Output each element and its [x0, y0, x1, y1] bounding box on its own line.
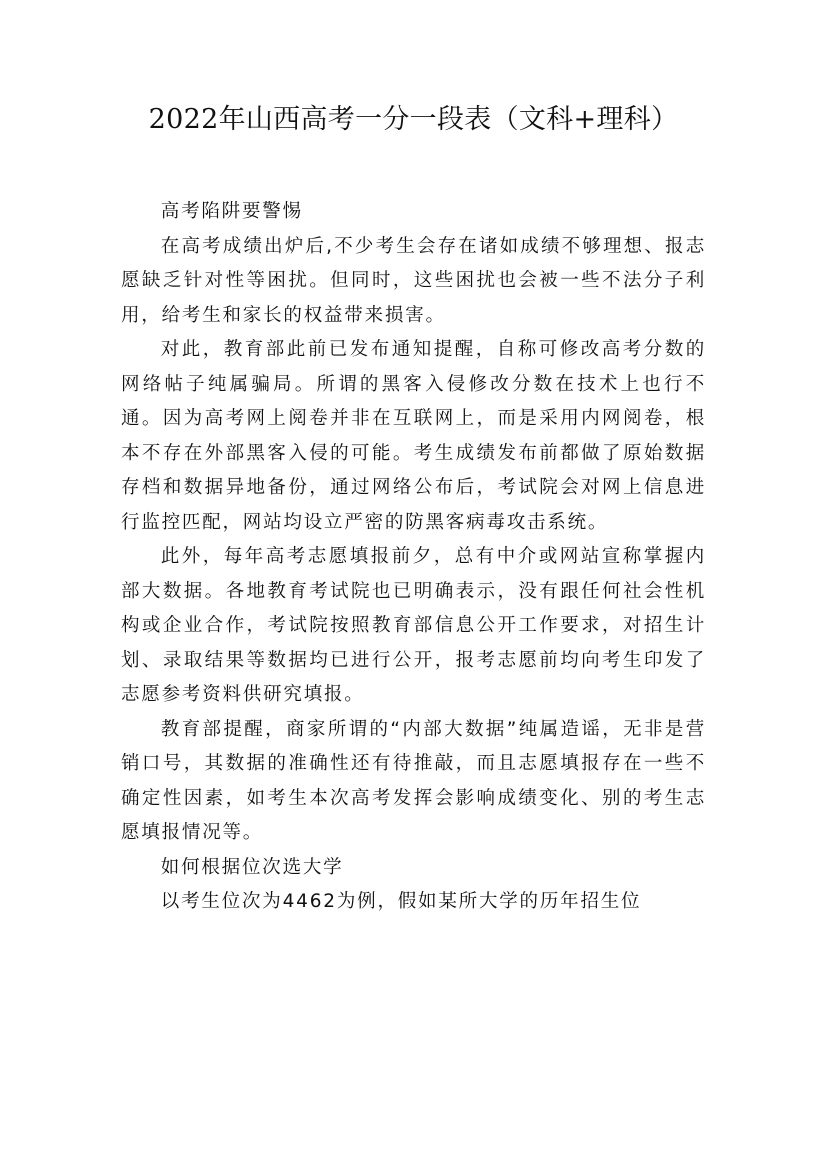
paragraph-ministry-reminder: 教育部提醒，商家所谓的“内部大数据”纯属造谣，无非是营销口号，其数据的准确性还有待推敲，而且志愿填报存在一些不确定性因素，如考生本次高考发挥会影响成绩变化、别的考生志愿填报情况等。 — [121, 718, 706, 843]
paragraph-internal-big-data-claims: 此外，每年高考志愿填报前夕，总有中介或网站宣称掌握内部大数据。各地教育考试院也已明确表示，没有跟任何社会性机构或企业合作，考试院按照教育部信息公开工作要求，对招生计划、录取结果等数据均已进行公开，报考志愿前均向考生印发了志愿参考资料供研究填报。 — [121, 546, 706, 705]
document-body — [121, 195, 706, 920]
section-heading-scam-warning: 高考陷阱要警惕 — [160, 201, 303, 222]
document-title: 2022年山西高考一分一段表（文科+理科） — [148, 104, 679, 135]
paragraph-score-concerns: 在高考成绩出炉后,不少考生会存在诸如成绩不够理想、报志愿缺乏针对性等困扰。但同时，这些困扰也会被一些不法分子利用，给考生和家长的权益带来损害。 — [121, 235, 706, 326]
paragraph-score-hacking-scam: 对此，教育部此前已发布通知提醒，自称可修改高考分数的网络帖子纯属骗局。所谓的黑客入侵修改分数在技术上也行不通。因为高考网上阅卷并非在互联网上，而是采用内网阅卷，根本不存在外部黑客入侵的可能。考生成绩发布前都做了原始数据存档和数据异地备份，通过网络公布后，考试院会对网上信息进行监控匹配，网站均设立严密的防黑客病毒攻击系统。 — [121, 339, 706, 533]
paragraph-rank-example: 以考生位次为4462为例，假如某所大学的历年招生位 — [160, 891, 642, 912]
section-heading-choose-by-rank: 如何根据位次选大学 — [160, 856, 344, 878]
